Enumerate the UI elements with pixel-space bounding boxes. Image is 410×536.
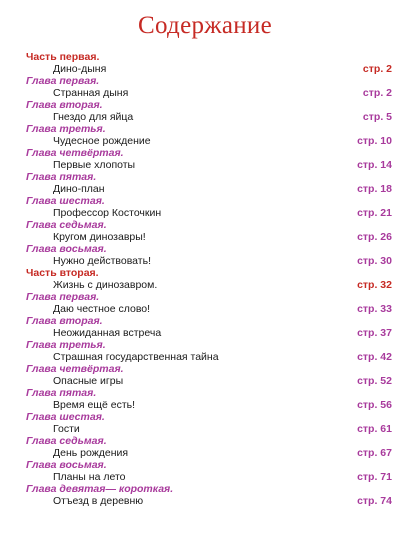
toc-chapter-heading-row <box>0 75 410 87</box>
entry-title: Дино-дыня <box>53 63 107 75</box>
entry-title: Чудесное рождение <box>53 135 151 147</box>
part-heading: Часть первая. <box>26 51 100 63</box>
toc-entry-row <box>0 303 410 315</box>
page-number: стр. 56 <box>357 399 392 411</box>
toc-entry-row <box>0 63 410 75</box>
table-of-contents <box>0 51 410 507</box>
toc-entry-row <box>0 111 410 123</box>
chapter-heading: Глава седьмая. <box>26 219 107 231</box>
toc-chapter-heading-row <box>0 291 410 303</box>
entry-title: Время ещё есть! <box>53 399 136 411</box>
part-heading: Часть вторая. <box>26 267 99 279</box>
entry-title: Дино-план <box>53 183 105 195</box>
toc-entry-row <box>0 399 410 411</box>
toc-entry-row <box>0 87 410 99</box>
page-number: стр. 74 <box>357 495 392 507</box>
page-number: стр. 2 <box>362 63 392 75</box>
toc-entry-row <box>0 231 410 243</box>
toc-entry-row <box>0 495 410 507</box>
toc-chapter-heading-row <box>0 99 410 111</box>
chapter-heading: Глава шестая. <box>26 411 105 423</box>
toc-entry-row <box>0 159 410 171</box>
chapter-heading: Глава пятая. <box>26 171 97 183</box>
page-number: стр. 30 <box>357 255 392 267</box>
toc-entry-row <box>0 471 410 483</box>
entry-title: Неожиданная встреча <box>53 327 162 339</box>
toc-entry-row <box>0 255 410 267</box>
toc-entry-row <box>0 375 410 387</box>
entry-title: Опасные игры <box>53 375 124 387</box>
toc-part-heading-row <box>0 267 410 279</box>
page-number: стр. 2 <box>362 87 392 99</box>
toc-chapter-heading-row <box>0 315 410 327</box>
toc-entry-row <box>0 183 410 195</box>
toc-chapter-heading-row <box>0 195 410 207</box>
page-number: стр. 32 <box>357 279 392 291</box>
toc-chapter-heading-row <box>0 363 410 375</box>
entry-title: День рождения <box>53 447 129 459</box>
page-number: стр. 5 <box>362 111 392 123</box>
entry-title: Гнездо для яйца <box>53 111 134 123</box>
chapter-heading: Глава пятая. <box>26 387 97 399</box>
toc-chapter-heading-row <box>0 171 410 183</box>
page-number: стр. 10 <box>357 135 392 147</box>
chapter-heading: Глава восьмая. <box>26 459 107 471</box>
toc-chapter-heading-row <box>0 387 410 399</box>
toc-chapter-heading-row <box>0 243 410 255</box>
page-number: стр. 21 <box>357 207 392 219</box>
entry-title: Жизнь с динозавром. <box>53 279 158 291</box>
chapter-heading: Глава четвёртая. <box>26 363 124 375</box>
toc-chapter-heading-row <box>0 435 410 447</box>
toc-chapter-heading-row <box>0 459 410 471</box>
toc-entry-row <box>0 447 410 459</box>
toc-chapter-heading-row <box>0 123 410 135</box>
entry-title: Даю честное слово! <box>53 303 151 315</box>
toc-chapter-heading-row <box>0 339 410 351</box>
chapter-heading: Глава первая. <box>26 75 100 87</box>
toc-entry-row <box>0 279 410 291</box>
chapter-heading: Глава первая. <box>26 291 100 303</box>
page-number: стр. 14 <box>357 159 392 171</box>
page-title: Содержание <box>138 12 272 39</box>
toc-chapter-heading-row <box>0 219 410 231</box>
chapter-heading: Глава девятая— короткая. <box>26 483 174 495</box>
entry-title: Кругом динозавры! <box>53 231 146 243</box>
entry-title: Планы на лето <box>53 471 126 483</box>
page-number: стр. 26 <box>357 231 392 243</box>
page-number: стр. 42 <box>357 351 392 363</box>
toc-chapter-heading-row <box>0 483 410 495</box>
toc-entry-row <box>0 423 410 435</box>
chapter-heading: Глава третья. <box>26 123 106 135</box>
toc-entry-row <box>0 207 410 219</box>
toc-entry-row <box>0 327 410 339</box>
entry-title: Гости <box>53 423 80 435</box>
page-number: стр. 67 <box>357 447 392 459</box>
toc-entry-row <box>0 351 410 363</box>
entry-title: Профессор Косточкин <box>53 207 162 219</box>
entry-title: Страшная государственная тайна <box>53 351 219 363</box>
chapter-heading: Глава шестая. <box>26 195 105 207</box>
chapter-heading: Глава вторая. <box>26 315 103 327</box>
toc-chapter-heading-row <box>0 411 410 423</box>
chapter-heading: Глава третья. <box>26 339 106 351</box>
entry-title: Отъезд в деревню <box>53 495 144 507</box>
toc-chapter-heading-row <box>0 147 410 159</box>
chapter-heading: Глава вторая. <box>26 99 103 111</box>
page-number: стр. 18 <box>357 183 392 195</box>
page-number: стр. 52 <box>357 375 392 387</box>
chapter-heading: Глава четвёртая. <box>26 147 124 159</box>
entry-title: Первые хлопоты <box>53 159 136 171</box>
page-number: стр. 61 <box>357 423 392 435</box>
page-number: стр. 37 <box>357 327 392 339</box>
toc-part-heading-row <box>0 51 410 63</box>
chapter-heading: Глава восьмая. <box>26 243 107 255</box>
chapter-heading: Глава седьмая. <box>26 435 107 447</box>
entry-title: Странная дыня <box>53 87 129 99</box>
page-number: стр. 71 <box>357 471 392 483</box>
toc-entry-row <box>0 135 410 147</box>
entry-title: Нужно действовать! <box>53 255 151 267</box>
page-number: стр. 33 <box>357 303 392 315</box>
